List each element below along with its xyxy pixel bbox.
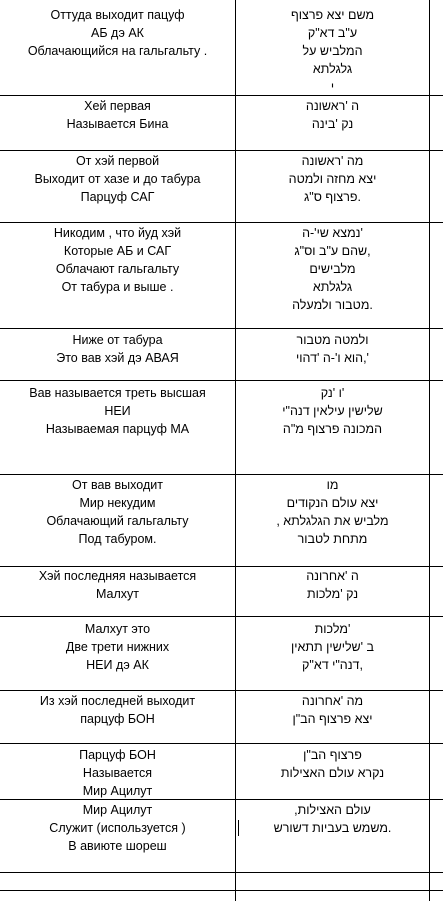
text-line: שלישין עילאין דנה"י	[282, 404, 383, 418]
text-line: המכונה פרצוף מ"ה	[282, 422, 383, 436]
text-line: .משמש בעביות דשורש	[273, 821, 392, 835]
text-line: Под табуром.	[78, 532, 157, 546]
text-line: Называется	[82, 766, 153, 780]
text-line: парцуф БОН	[80, 712, 155, 726]
text-line: 'נמצא שי'-ה	[302, 226, 363, 240]
text-line: נק 'מלכות	[306, 587, 359, 601]
text-line: Выходит от хазе и до табура	[34, 172, 201, 186]
row-divider	[0, 474, 443, 475]
table-row-russian	[0, 152, 235, 206]
text-line: ולמטה מטבור	[296, 333, 369, 347]
text-line: יצא פרצוף הב"ן	[292, 712, 373, 726]
table-row-hebrew	[236, 224, 429, 314]
text-line: НЕИ дэ АК	[86, 658, 149, 672]
table-row-russian	[0, 746, 235, 800]
text-line: От хэй первой	[75, 154, 160, 168]
table-row-russian	[0, 476, 235, 548]
text-line: Служит (используется )	[49, 821, 186, 835]
table-row-russian	[0, 801, 235, 855]
text-line: Мир Ацилут	[82, 784, 153, 798]
text-line: ,דנה"י דא"ק	[302, 658, 363, 672]
text-line: משם יצא פרצוף	[290, 8, 375, 22]
table-row-hebrew	[236, 384, 429, 438]
text-line: Это вав хэй дэ АВАЯ	[56, 351, 179, 365]
text-line: Малхут это	[84, 622, 151, 636]
text-line: נקרא עולם האצילות	[280, 766, 385, 780]
text-line: Облачающийся на гальгальту .	[27, 44, 208, 58]
table-row-russian	[0, 384, 235, 438]
text-line: י	[330, 80, 335, 94]
text-cursor[interactable]	[238, 820, 239, 836]
text-line: Называется Бина	[66, 117, 169, 131]
table-row-russian	[0, 6, 235, 60]
text-line: מה 'אחרונה	[301, 694, 364, 708]
text-line: מה 'ראשונה	[301, 154, 364, 168]
text-line: Парцуф САГ	[80, 190, 155, 204]
table-row-hebrew	[236, 567, 429, 603]
text-line: Парцуф БОН	[79, 748, 156, 762]
text-line: .מטבור ולמעלה	[292, 298, 373, 312]
text-line: נק 'בינה	[311, 117, 354, 131]
text-line: АБ дэ АК	[91, 26, 144, 40]
row-divider	[0, 328, 443, 329]
text-line: Облачающий гальгальту	[46, 514, 189, 528]
text-line: מלבישים	[309, 262, 356, 276]
text-line: ע"ב דא"ק	[307, 26, 358, 40]
table-row-hebrew	[236, 152, 429, 206]
text-line: Хей первая	[84, 99, 151, 113]
text-line: Хэй последняя называется	[38, 569, 197, 583]
table-row-hebrew	[236, 476, 429, 548]
table-row-hebrew	[236, 6, 429, 96]
text-line: Малхут	[95, 587, 140, 601]
text-line: Две трети нижних	[65, 640, 170, 654]
text-line: עולם האצילות,	[294, 803, 371, 817]
text-line: Ниже от табура	[72, 333, 163, 347]
text-line: 'ו 'נק	[320, 386, 345, 400]
table-row-hebrew	[236, 746, 429, 782]
table-row-hebrew	[236, 331, 429, 367]
text-line: גלגלתא	[312, 62, 353, 76]
text-line: .פרצוף ס"ג	[304, 190, 362, 204]
text-line: מו	[326, 478, 339, 492]
text-line: Вав называется треть высшая	[29, 386, 206, 400]
row-divider	[0, 222, 443, 223]
text-line: ה 'ראשונה	[305, 99, 360, 113]
table-row-hebrew	[236, 620, 429, 674]
text-line: מלביש את הגלגלתא ,	[276, 514, 389, 528]
text-line: ,שהם ע"ב וס"ג	[294, 244, 371, 258]
text-line: От табура и выше .	[61, 280, 174, 294]
text-line: המלביש על	[302, 44, 363, 58]
table-row-russian	[0, 224, 235, 296]
table-row-hebrew	[236, 692, 429, 728]
text-line: מתחת לטבור	[297, 532, 368, 546]
table-row-russian	[0, 620, 235, 674]
text-line: ה 'אחרונה	[306, 569, 359, 583]
table-row-russian	[0, 567, 235, 603]
text-line: Называемая парцуф МА	[45, 422, 190, 436]
table-row-hebrew	[236, 97, 429, 133]
row-divider	[0, 616, 443, 617]
table-row-russian	[0, 97, 235, 133]
row-divider	[0, 380, 443, 381]
row-divider	[0, 890, 443, 891]
text-line: יצא עולם הנקודים	[286, 496, 379, 510]
text-line: Облачают гальгальту	[55, 262, 180, 276]
text-line: ',הוא ו'-ה 'דהוי	[296, 351, 369, 365]
text-line: Мир Ацилут	[82, 803, 153, 817]
row-divider	[0, 690, 443, 691]
column-divider	[429, 0, 430, 901]
text-line: ב 'שלישין תתאין	[290, 640, 375, 654]
text-line: Мир некудим	[79, 496, 156, 510]
row-divider	[0, 743, 443, 744]
text-line: Оттуда выходит пацуф	[50, 8, 185, 22]
text-line: НЕИ	[104, 404, 131, 418]
text-line: יצא מחזה ולמטה	[288, 172, 377, 186]
text-line: Из хэй последней выходит	[39, 694, 196, 708]
table-row-russian	[0, 331, 235, 367]
row-divider	[0, 150, 443, 151]
table-row-hebrew	[236, 801, 429, 837]
text-line: Никодим , что йуд хэй	[53, 226, 182, 240]
text-line: גלגלתא	[312, 280, 353, 294]
table-row-russian	[0, 692, 235, 728]
text-line: В авиюте шореш	[68, 839, 167, 853]
text-line: פרצוף הב"ן	[303, 748, 362, 762]
text-line: Которые АБ и САГ	[63, 244, 172, 258]
text-line: 'מלכות	[314, 622, 351, 636]
text-line: От вав выходит	[72, 478, 163, 492]
row-divider	[0, 872, 443, 873]
